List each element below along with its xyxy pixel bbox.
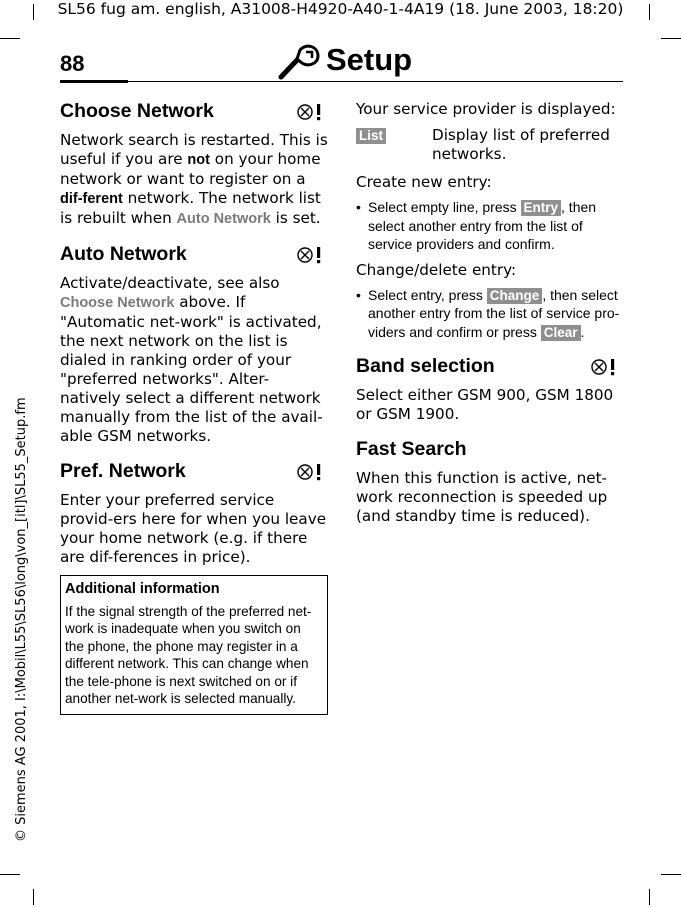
paragraph: Enter your preferred service provid-ers here for when you leave your home network (e.g. if there are dif-ferences in price). [60, 491, 327, 566]
emphasis: not [187, 152, 210, 168]
section-fast-search [356, 438, 622, 526]
right-column [356, 100, 622, 526]
list-key-description: Display list of preferred networks. [432, 126, 610, 163]
network-dependent-icon [296, 462, 326, 482]
header-rule [60, 81, 623, 82]
text-run: network. The network list is rebuilt when [60, 189, 321, 227]
change-label: Change/delete entry: [356, 260, 517, 279]
heading-text: Auto Network [60, 243, 187, 265]
setup-wrench-icon [278, 44, 320, 80]
text-run: above. If "Automatic net-work" is activated, the next network on the list is dialed in ranking order of your "preferred networks". Alter-natively select a different network manually from the list of the avail-able GSM networks. [60, 293, 323, 445]
create-label: Create new entry: [356, 173, 492, 191]
text-run: Activate/deactivate, see also [60, 274, 280, 292]
crop-mark [33, 889, 34, 905]
chapter-title: Setup [326, 42, 413, 77]
text-run: , then select another entry from the list of service pro-viders and confirm or press [368, 286, 620, 340]
text-run: Select entry, press [368, 286, 487, 303]
text-run: . [580, 323, 585, 340]
text-run: on your home network or want to register on a [60, 150, 321, 188]
crop-mark [33, 4, 34, 20]
crop-mark [649, 4, 650, 20]
crop-mark [661, 38, 681, 39]
change-softkey: Change [487, 288, 543, 304]
paragraph [60, 274, 328, 446]
text-run: Select empty line, press [368, 199, 521, 215]
side-note: © Siemens AG 2001, I:\Mobil\L55\SL56\long\von_[itl]\SL55_Setup.fm [14, 397, 29, 842]
bullet-change [356, 286, 622, 342]
crop-mark [0, 874, 20, 875]
heading-text: Choose Network [60, 100, 214, 122]
header-rule-accent [60, 80, 128, 83]
network-dependent-icon [296, 102, 326, 122]
section-heading [60, 100, 328, 123]
section-auto-network [60, 243, 328, 446]
crop-mark [649, 889, 650, 905]
list-softkey: List [356, 128, 386, 144]
section-choose-network [60, 100, 328, 229]
entry-softkey: Entry [521, 200, 562, 216]
section-heading [356, 355, 622, 378]
section-heading [60, 243, 328, 266]
crop-mark [0, 38, 20, 39]
section-pref-network [60, 460, 328, 567]
text-run: is set. [270, 209, 321, 227]
paragraph: Your service provider is displayed: [356, 100, 616, 118]
text-run: Network search is restarted. This is useful if you are [60, 131, 328, 168]
section-heading [60, 460, 328, 483]
info-text: If the signal strength of the preferred net-work is inadequate when you switch on the phone, the phone may register in a different network. This can change when the tele-phone is next switched on or if another net-work is selected manually. [65, 603, 312, 706]
info-title: Additional information [65, 581, 220, 597]
section-band-selection [356, 355, 622, 424]
crop-mark [661, 874, 681, 875]
paragraph: Select either GSM 900, GSM 1800 or GSM 1900. [356, 386, 614, 423]
section-heading: Fast Search [356, 438, 467, 460]
heading-text: Band selection [356, 355, 495, 377]
paragraph [60, 131, 328, 229]
menu-reference: Auto Network [176, 211, 271, 227]
paragraph: When this function is active, net-work reconnection is speeded up (and standby time is reduced). [356, 469, 608, 525]
bullet-create [356, 198, 622, 254]
network-dependent-icon [296, 245, 326, 265]
network-dependent-icon [590, 357, 620, 377]
additional-info-box [60, 575, 328, 715]
left-column [60, 100, 328, 715]
page-number: 88 [60, 51, 85, 76]
heading-text: Pref. Network [60, 460, 186, 482]
emphasis: dif-ferent [60, 191, 123, 207]
running-head: SL56 fug am. english, A31008-H4920-A40-1-4A19 (18. June 2003, 18:20) [57, 0, 624, 18]
list-key-row [356, 128, 622, 168]
menu-reference: Choose Network [60, 295, 175, 311]
text-run: , then select another entry from the list of service providers and confirm. [368, 199, 597, 252]
clear-softkey: Clear [541, 325, 581, 341]
